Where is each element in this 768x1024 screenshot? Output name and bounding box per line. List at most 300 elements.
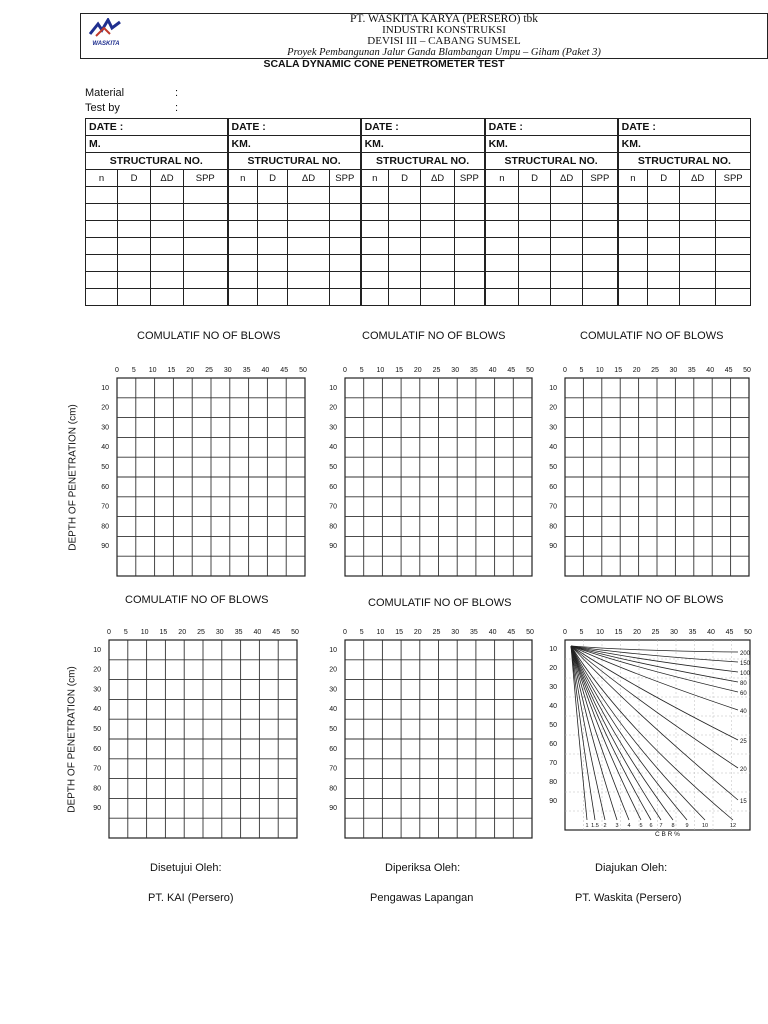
table-cell <box>421 238 455 255</box>
y-tick-label: 20 <box>329 404 337 412</box>
x-tick-label: 35 <box>234 629 243 636</box>
date-cell: DATE : <box>228 119 361 136</box>
table-cell <box>583 204 618 221</box>
table-cell <box>118 238 151 255</box>
division-line: INDUSTRI KONSTRUKSI <box>382 24 506 36</box>
table-cell <box>151 238 184 255</box>
subcol-header: ΔD <box>288 170 330 187</box>
table-cell <box>455 255 485 272</box>
y-tick-label: 10 <box>101 384 109 392</box>
table-cell <box>228 204 258 221</box>
x-tick-label: 5 <box>131 367 136 374</box>
waskita-logo <box>86 18 126 48</box>
subcol-header: D <box>648 170 680 187</box>
table-cell <box>680 204 716 221</box>
checked-by-label: Diperiksa Oleh: <box>385 862 461 874</box>
y-tick-label: 30 <box>329 424 337 432</box>
table-cell <box>86 255 118 272</box>
table-cell <box>680 289 716 306</box>
graph-title: COMULATIF NO OF BLOWS <box>580 594 724 606</box>
testby-label: Test by <box>85 102 120 114</box>
table-cell <box>618 238 648 255</box>
x-tick-label: 25 <box>432 367 441 374</box>
table-cell <box>389 255 421 272</box>
x-tick-label: 35 <box>688 629 697 636</box>
cbr-right-label: 40 <box>740 709 747 715</box>
table-cell <box>389 272 421 289</box>
table-cell <box>288 187 330 204</box>
x-tick-label: 25 <box>197 629 205 636</box>
form-title: SCALA DYNAMIC CONE PENETROMETER TEST <box>263 58 505 70</box>
table-cell <box>151 187 184 204</box>
table-cell <box>421 221 455 238</box>
x-tick-label: 10 <box>595 367 604 374</box>
y-tick-label: 80 <box>101 523 109 531</box>
table-cell <box>258 221 288 238</box>
subcol-header: D <box>389 170 421 187</box>
material-colon: : <box>175 87 179 99</box>
y-tick-label: 50 <box>101 464 109 471</box>
y-tick-label: 20 <box>549 404 557 412</box>
approved-by-label: Disetujui Oleh: <box>150 862 222 874</box>
y-tick-label: 90 <box>549 798 557 805</box>
table-cell <box>361 272 389 289</box>
table-cell <box>519 272 551 289</box>
y-tick-label: 30 <box>329 686 337 694</box>
y-tick-label: 20 <box>549 665 557 672</box>
table-cell <box>288 238 330 255</box>
table-cell <box>551 289 583 306</box>
table-cell <box>716 221 751 238</box>
x-tick-label: 15 <box>614 629 623 636</box>
table-cell <box>485 238 519 255</box>
y-tick-label: 50 <box>549 464 557 471</box>
table-cell <box>288 221 330 238</box>
table-cell <box>648 255 680 272</box>
x-tick-label: 40 <box>488 629 497 636</box>
y-tick-label: 90 <box>93 805 101 813</box>
x-tick-label: 50 <box>291 629 299 636</box>
x-tick-label: 15 <box>395 629 403 636</box>
y-tick-label: 20 <box>93 666 101 674</box>
table-cell <box>551 204 583 221</box>
x-tick-label: 45 <box>724 367 733 374</box>
table-cell <box>330 289 361 306</box>
structural-no-cell: STRUCTURAL NO. <box>485 153 618 170</box>
y-tick-label: 70 <box>93 765 101 773</box>
y-tick-label: 10 <box>329 646 337 654</box>
cbr-bottom-label: 1.5 <box>591 823 599 829</box>
y-tick-label: 60 <box>549 741 557 748</box>
table-cell <box>551 238 583 255</box>
date-cell: DATE : <box>361 119 485 136</box>
x-tick-label: 45 <box>507 629 516 636</box>
y-tick-label: 90 <box>101 543 109 551</box>
y-tick-label: 70 <box>549 503 557 511</box>
table-cell <box>648 221 680 238</box>
y-tick-label: 30 <box>93 686 101 694</box>
cbr-right-label: 25 <box>740 739 747 745</box>
x-tick-label: 50 <box>743 367 751 374</box>
cbr-bottom-label: 8 <box>671 823 675 829</box>
y-tick-label: 60 <box>329 483 337 491</box>
y-tick-label: 50 <box>549 722 557 729</box>
table-cell <box>680 272 716 289</box>
cbr-axis-label: C B R % <box>655 831 680 838</box>
table-cell <box>258 187 288 204</box>
table-cell <box>421 255 455 272</box>
y-tick-label: 70 <box>549 760 557 767</box>
x-tick-label: 25 <box>651 367 659 374</box>
table-cell <box>151 204 184 221</box>
table-cell <box>228 187 258 204</box>
approved-by-org: PT. KAI (Persero) <box>148 892 234 904</box>
x-tick-label: 50 <box>299 367 307 374</box>
table-cell <box>618 187 648 204</box>
table-cell <box>680 255 716 272</box>
table-cell <box>716 272 751 289</box>
table-cell <box>86 238 118 255</box>
cbr-right-label: 100 <box>740 671 751 677</box>
table-cell <box>258 238 288 255</box>
table-cell <box>151 289 184 306</box>
graph-title: COMULATIF NO OF BLOWS <box>580 330 724 342</box>
table-cell <box>361 204 389 221</box>
structural-no-cell: STRUCTURAL NO. <box>361 153 485 170</box>
table-cell <box>228 289 258 306</box>
table-cell <box>288 289 330 306</box>
cbr-bottom-label: 5 <box>639 823 643 829</box>
cbr-bottom-label: 9 <box>685 823 689 829</box>
x-tick-label: 0 <box>343 629 347 636</box>
y-tick-label: 30 <box>101 424 109 432</box>
y-tick-label: 70 <box>329 765 337 773</box>
table-cell <box>485 289 519 306</box>
x-tick-label: 50 <box>744 629 752 636</box>
table-cell <box>118 289 151 306</box>
x-tick-label: 50 <box>526 367 534 374</box>
table-cell <box>288 255 330 272</box>
table-cell <box>648 187 680 204</box>
cbr-right-label: 150 <box>740 661 751 667</box>
y-axis-label: DEPTH OF PENETRATION (cm) <box>66 666 78 813</box>
km-cell: KM. <box>485 136 618 153</box>
table-cell <box>184 204 228 221</box>
y-tick-label: 80 <box>329 785 337 793</box>
table-cell <box>330 272 361 289</box>
y-tick-label: 80 <box>329 523 337 531</box>
y-tick-label: 70 <box>101 503 109 511</box>
cbr-right-label: 60 <box>740 691 747 697</box>
subcol-header: D <box>118 170 151 187</box>
table-cell <box>519 221 551 238</box>
submitted-by-org: PT. Waskita (Persero) <box>575 892 682 904</box>
table-cell <box>389 238 421 255</box>
cbr-bottom-label: 1 <box>585 823 589 829</box>
x-tick-label: 20 <box>633 629 641 636</box>
table-cell <box>389 289 421 306</box>
cbr-chart <box>535 624 760 844</box>
table-cell <box>86 187 118 204</box>
structural-no-cell: STRUCTURAL NO. <box>228 153 361 170</box>
table-cell <box>361 255 389 272</box>
table-cell <box>184 289 228 306</box>
table-cell <box>151 221 184 238</box>
x-tick-label: 15 <box>395 367 403 374</box>
table-cell <box>389 221 421 238</box>
table-cell <box>455 221 485 238</box>
km-cell: KM. <box>228 136 361 153</box>
table-cell <box>680 238 716 255</box>
table-cell <box>485 272 519 289</box>
cbr-bottom-label: 7 <box>659 823 663 829</box>
x-tick-label: 20 <box>413 367 422 374</box>
subcol-header: ΔD <box>151 170 184 187</box>
table-cell <box>583 238 618 255</box>
penetration-graph <box>87 362 315 590</box>
graph-title: COMULATIF NO OF BLOWS <box>137 330 281 342</box>
table-cell <box>184 255 228 272</box>
table-cell <box>228 221 258 238</box>
subcol-header: n <box>228 170 258 187</box>
y-tick-label: 40 <box>329 444 337 452</box>
subcol-header: ΔD <box>421 170 455 187</box>
x-tick-label: 25 <box>205 367 213 374</box>
structural-no-cell: STRUCTURAL NO. <box>618 153 751 170</box>
x-tick-label: 0 <box>343 367 347 374</box>
table-cell <box>455 272 485 289</box>
table-cell <box>583 221 618 238</box>
subcol-header: SPP <box>330 170 361 187</box>
table-cell <box>421 272 455 289</box>
table-cell <box>716 187 751 204</box>
y-tick-label: 40 <box>549 444 557 452</box>
table-cell <box>86 204 118 221</box>
table-cell <box>184 187 228 204</box>
y-tick-label: 90 <box>549 543 557 551</box>
x-tick-label: 25 <box>432 629 441 636</box>
x-tick-label: 40 <box>261 367 270 374</box>
table-cell <box>455 289 485 306</box>
x-tick-label: 30 <box>215 629 224 636</box>
table-cell <box>716 204 751 221</box>
table-cell <box>551 272 583 289</box>
x-tick-label: 40 <box>707 629 715 636</box>
table-cell <box>551 255 583 272</box>
x-tick-label: 5 <box>359 367 364 374</box>
table-cell <box>421 187 455 204</box>
table-cell <box>330 187 361 204</box>
km-cell: KM. <box>618 136 751 153</box>
cbr-bottom-label: 6 <box>649 823 653 829</box>
km-cell: KM. <box>361 136 485 153</box>
x-tick-label: 15 <box>159 629 168 636</box>
cbr-bottom-label: 4 <box>627 823 631 829</box>
table-cell <box>421 289 455 306</box>
date-cell: DATE : <box>485 119 618 136</box>
table-cell <box>618 289 648 306</box>
y-tick-label: 60 <box>549 483 557 491</box>
table-cell <box>389 187 421 204</box>
table-cell <box>288 204 330 221</box>
table-cell <box>118 204 151 221</box>
penetration-graph <box>315 362 542 590</box>
y-tick-label: 10 <box>549 646 557 653</box>
table-cell <box>258 204 288 221</box>
x-tick-label: 20 <box>632 367 641 374</box>
table-cell <box>330 204 361 221</box>
penetration-graph <box>315 624 542 852</box>
penetration-graph <box>535 362 759 590</box>
cbr-right-label: 80 <box>740 681 747 687</box>
x-tick-label: 5 <box>123 629 128 636</box>
table-cell <box>330 238 361 255</box>
submitted-by-label: Diajukan Oleh: <box>595 862 668 874</box>
cbr-curve <box>571 646 733 820</box>
table-cell <box>118 221 151 238</box>
table-cell <box>485 204 519 221</box>
x-tick-label: 5 <box>579 367 584 374</box>
table-cell <box>118 255 151 272</box>
y-tick-label: 50 <box>329 464 337 471</box>
x-tick-label: 30 <box>670 629 678 636</box>
y-tick-label: 60 <box>329 745 337 753</box>
table-cell <box>421 204 455 221</box>
cbr-bottom-label: 3 <box>615 823 619 829</box>
x-tick-label: 20 <box>413 629 422 636</box>
project-line: Proyek Pembangunan Jalur Ganda Blambangan Umpu – Giham (Paket 3) <box>287 47 601 58</box>
x-tick-label: 30 <box>669 367 678 374</box>
table-cell <box>184 272 228 289</box>
x-tick-label: 10 <box>596 629 604 636</box>
table-cell <box>184 238 228 255</box>
table-cell <box>330 221 361 238</box>
table-cell <box>519 289 551 306</box>
table-cell <box>519 238 551 255</box>
cbr-bottom-label: 12 <box>729 823 737 829</box>
y-tick-label: 30 <box>549 684 557 691</box>
table-cell <box>361 187 389 204</box>
table-cell <box>361 289 389 306</box>
y-tick-label: 40 <box>93 706 101 714</box>
subcol-header: SPP <box>184 170 228 187</box>
table-cell <box>618 204 648 221</box>
x-tick-label: 10 <box>376 629 385 636</box>
table-cell <box>716 255 751 272</box>
subcol-header: D <box>519 170 551 187</box>
subcol-header: n <box>86 170 118 187</box>
subcol-header: n <box>485 170 519 187</box>
table-cell <box>648 204 680 221</box>
table-cell <box>151 255 184 272</box>
y-tick-label: 10 <box>93 646 101 654</box>
table-cell <box>118 272 151 289</box>
table-cell <box>583 255 618 272</box>
y-tick-label: 20 <box>329 666 337 674</box>
table-cell <box>118 187 151 204</box>
date-cell: DATE : <box>86 119 228 136</box>
table-cell <box>86 221 118 238</box>
table-cell <box>680 221 716 238</box>
table-cell <box>618 221 648 238</box>
y-tick-label: 90 <box>329 543 337 551</box>
x-tick-label: 10 <box>376 367 385 374</box>
table-cell <box>330 255 361 272</box>
table-cell <box>258 289 288 306</box>
y-tick-label: 60 <box>93 745 101 753</box>
y-tick-label: 80 <box>549 523 557 531</box>
table-cell <box>519 255 551 272</box>
x-tick-label: 40 <box>706 367 715 374</box>
x-tick-label: 30 <box>223 367 232 374</box>
x-tick-label: 35 <box>242 367 251 374</box>
table-cell <box>716 289 751 306</box>
table-cell <box>258 272 288 289</box>
table-cell <box>680 187 716 204</box>
x-tick-label: 25 <box>651 629 660 636</box>
subcol-header: D <box>258 170 288 187</box>
branch-line: DEVISI III – CABANG SUMSEL <box>367 35 521 47</box>
x-tick-label: 20 <box>178 629 187 636</box>
table-cell <box>228 255 258 272</box>
table-cell <box>648 289 680 306</box>
x-tick-label: 45 <box>280 367 289 374</box>
table-cell <box>455 187 485 204</box>
table-cell <box>551 221 583 238</box>
graph-title: COMULATIF NO OF BLOWS <box>362 330 506 342</box>
x-tick-label: 30 <box>451 367 460 374</box>
y-tick-label: 60 <box>101 483 109 491</box>
y-tick-label: 80 <box>549 779 557 786</box>
table-cell <box>519 187 551 204</box>
y-tick-label: 10 <box>549 384 557 392</box>
y-tick-label: 10 <box>329 384 337 392</box>
testby-colon: : <box>175 102 179 114</box>
table-cell <box>151 272 184 289</box>
table-cell <box>618 272 648 289</box>
subcol-header: n <box>361 170 389 187</box>
table-cell <box>228 238 258 255</box>
cbr-right-label: 200 <box>740 651 751 657</box>
x-tick-label: 30 <box>451 629 460 636</box>
graph-title: COMULATIF NO OF BLOWS <box>368 597 512 609</box>
material-label: Material <box>85 87 125 99</box>
dcp-data-table <box>85 118 751 306</box>
x-tick-label: 0 <box>563 367 567 374</box>
x-tick-label: 15 <box>167 367 176 374</box>
subcol-header: SPP <box>583 170 618 187</box>
x-tick-label: 45 <box>725 629 734 636</box>
x-tick-label: 50 <box>526 629 534 636</box>
y-tick-label: 50 <box>329 726 337 733</box>
checked-by-org: Pengawas Lapangan <box>370 892 474 904</box>
cbr-bottom-label: 10 <box>701 823 709 829</box>
x-tick-label: 35 <box>470 629 478 636</box>
y-tick-label: 70 <box>329 503 337 511</box>
table-cell <box>648 238 680 255</box>
x-tick-label: 35 <box>687 367 696 374</box>
cbr-bottom-label: 2 <box>603 823 607 829</box>
x-tick-label: 45 <box>272 629 281 636</box>
table-cell <box>519 204 551 221</box>
y-tick-label: 40 <box>549 703 557 710</box>
logo-text: WASKITA <box>92 41 120 47</box>
subcol-header: SPP <box>716 170 751 187</box>
subcol-header: n <box>618 170 648 187</box>
y-tick-label: 40 <box>329 706 337 714</box>
km-cell: M. <box>86 136 228 153</box>
table-cell <box>86 272 118 289</box>
